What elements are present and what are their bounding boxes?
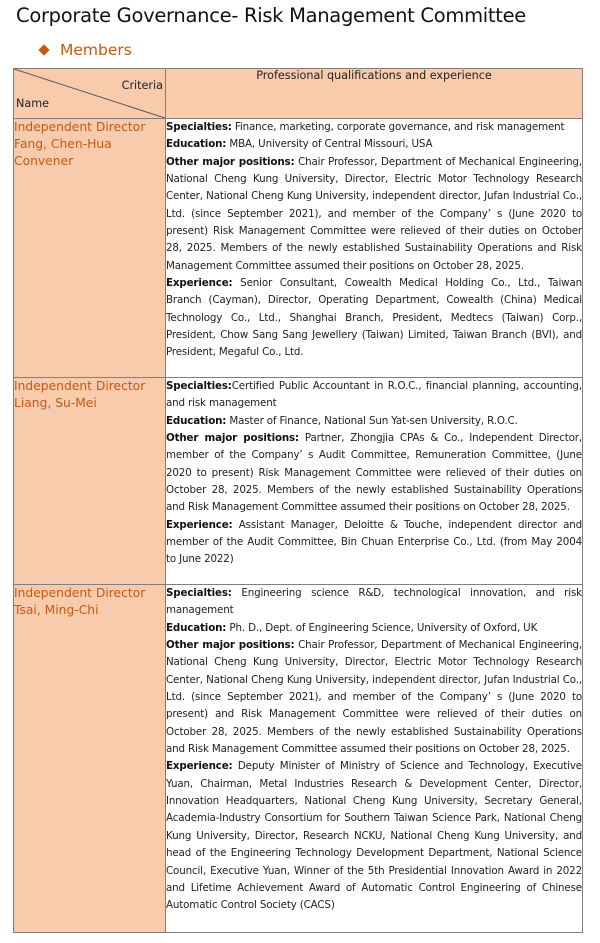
experience-value: Assistant Manager, Deloitte & Touche, independent director and member of the Audit Committee, Bin Chuan Enterprise Co., Ltd. (from May 2004 to June 2022) <box>166 518 582 566</box>
education-label: Education: <box>166 138 227 151</box>
specialties-line <box>166 585 582 620</box>
experience-value: Senior Consultant, Cowealth Medical Holding Co., Ltd., Taiwan Branch (Cayman), Director, Operating Department, Cowealth (China) Medical Technology Co., Ltd., Shanghai Branch, President, Medtecs (Taiwan) Corp., President, Chow Sang Sang Jewellery (Taiwan) Limited, Taiwan Branch (BVI), and President, Megaful Co., Ltd. <box>166 277 582 359</box>
member-detail-cell <box>166 585 583 933</box>
criteria-header-label: Criteria <box>121 79 163 92</box>
qualifications-header: Professional qualifications and experience <box>166 69 583 119</box>
specialties-value: Certified Public Accountant in R.O.C., financial planning, accounting, and risk management <box>166 380 582 410</box>
experience-line <box>166 758 582 914</box>
other-positions-label: Other major positions: <box>166 155 295 168</box>
member-name-cell <box>14 378 166 585</box>
member-title: Independent Director <box>14 379 146 393</box>
other-positions-label: Other major positions: <box>166 639 295 652</box>
section-heading-members <box>38 41 132 59</box>
other-positions-value: Partner, Zhongjia CPAs & Co., Independent Director, member of the Company’ s Audit Committee, Remuneration Committee, (June 2020 to present) Risk Management Committee were relieved of their duties on October 28, 2025. Members of the newly established Sustainability Operations and Risk Management Committee assumed their positions on October 28, 2025. <box>166 432 582 514</box>
experience-label: Experience: <box>166 760 233 773</box>
name-header-label: Name <box>16 97 50 110</box>
education-value: Master of Finance, National Sun Yat-sen University, R.O.C. <box>226 414 518 427</box>
other-positions-line <box>166 154 582 275</box>
education-line <box>166 620 582 637</box>
specialties-label: Specialties: <box>166 587 232 599</box>
other-positions-value: Chair Professor, Department of Mechanical Engineering, National Cheng Kung University, Director, Electric Motor Technology Research Center, National Cheng Kung University, independent director, Jufan Industrial Co., Ltd. (since September 2021), and member of the Company’ s (June 2020 to present) and Risk Management Committee were relieved of their duties on October 28, 2025. Members of the newly established Sustainability Operations and Risk Management Committee assumed their positions on October 28, 2025. <box>166 639 582 756</box>
specialties-line <box>166 378 582 413</box>
section-heading-label: Members <box>60 41 132 59</box>
table-row <box>14 378 583 585</box>
member-detail-cell <box>166 378 583 585</box>
education-label: Education: <box>166 414 227 427</box>
members-table <box>13 68 583 933</box>
other-positions-line <box>166 430 582 517</box>
member-name-cell <box>14 119 166 378</box>
education-value: Ph. D., Dept. of Engineering Science, University of Oxford, UK <box>226 621 538 634</box>
member-name-cell <box>14 585 166 933</box>
other-positions-label: Other major positions: <box>166 432 300 445</box>
member-name: Fang, Chen-Hua <box>14 137 112 151</box>
specialties-value: Finance, marketing, corporate governance, and risk management <box>231 121 565 133</box>
specialties-value: Engineering science R&D, technological innovation, and risk management <box>166 587 582 617</box>
member-title: Independent Director <box>14 120 146 134</box>
diagonal-header-cell <box>14 69 166 119</box>
experience-label: Experience: <box>166 277 233 290</box>
experience-line <box>166 275 582 362</box>
experience-value: Deputy Minister of Ministry of Science and Technology, Executive Yuan, Chairman, Metal Industries Research & Development Center, Director, Innovation Headquarters, National Cheng Kung University, Secretary General, Academia-Industry Consortium for Southern Taiwan Science Park, National Cheng Kung University, Director, Research NCKU, National Cheng Kung University, and head of the Engineering Technology Development Department, National Science Council, Executive Yuan, Winner of the 5th Presidential Innovation Award in 2022 and Lifetime Achievement Award of Automatic Control Engineering of Chinese Automatic Control Society (CACS) <box>166 760 582 912</box>
experience-line <box>166 517 582 569</box>
member-name: Liang, Su-Mei <box>14 396 97 410</box>
education-value: MBA, University of Central Missouri, USA <box>226 138 433 151</box>
table-row <box>14 119 583 378</box>
member-role: Convener <box>14 154 74 168</box>
specialties-label: Specialties: <box>166 380 232 392</box>
education-line <box>166 413 582 430</box>
table-header-row <box>14 69 583 119</box>
education-line <box>166 136 582 153</box>
diamond-bullet-icon <box>38 44 49 55</box>
member-title: Independent Director <box>14 586 146 600</box>
education-label: Education: <box>166 621 227 634</box>
specialties-line <box>166 119 582 136</box>
member-detail-cell <box>166 119 583 378</box>
member-name: Tsai, Ming-Chi <box>14 603 99 617</box>
table-row <box>14 585 583 933</box>
other-positions-value: Chair Professor, Department of Mechanical Engineering, National Cheng Kung University, Director, Electric Motor Technology Research Center, National Cheng Kung University, independent director, Jufan Industrial Co., Ltd. (since September 2021), and member of the Company’ s (June 2020 to present) Risk Management Committee were relieved of their duties on October 28, 2025. Members of the newly established Sustainability Operations and Risk Management Committee assumed their positions on October 28, 2025. <box>166 155 582 272</box>
specialties-label: Specialties: <box>166 121 232 133</box>
experience-label: Experience: <box>166 518 233 531</box>
other-positions-line <box>166 637 582 758</box>
diagonal-divider <box>14 69 165 118</box>
page-title: Corporate Governance- Risk Management Committee <box>16 4 526 27</box>
